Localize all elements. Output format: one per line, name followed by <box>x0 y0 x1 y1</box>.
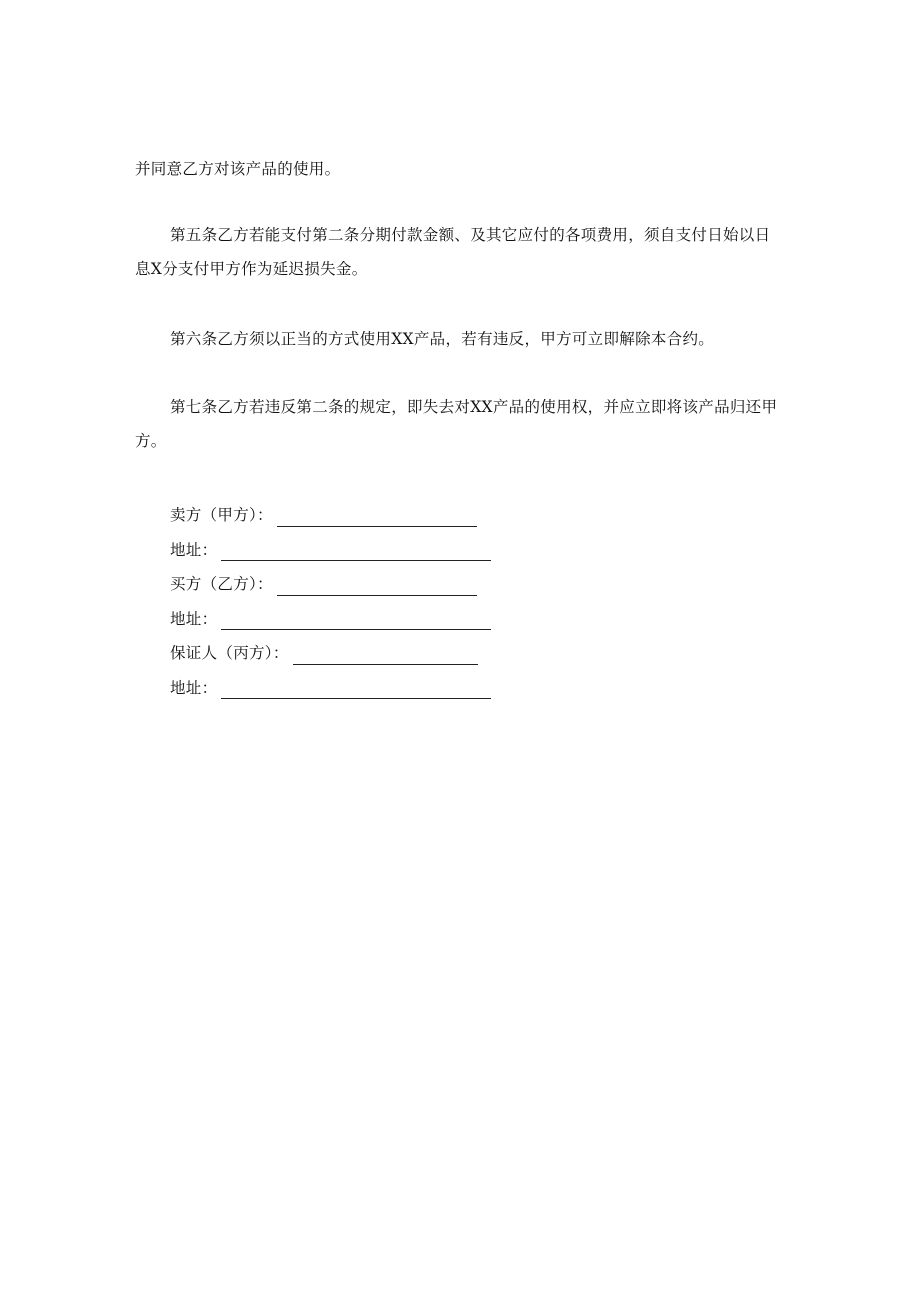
paragraph-article-7: 第七条乙方若违反第二条的规定，即失去对XX产品的使用权，并应立即将该产品归还甲方。 <box>135 398 778 450</box>
buyer-blank-field <box>277 577 477 596</box>
guarantor-blank-field <box>293 646 478 665</box>
buyer-address-label: 地址： <box>170 609 218 628</box>
seller-label: 卖方（甲方）： <box>170 506 273 524</box>
guarantor-address-line <box>170 671 510 706</box>
guarantor-label: 保证人（丙方）： <box>170 644 289 662</box>
buyer-address-line <box>170 602 510 637</box>
seller-address-label: 地址： <box>170 540 218 559</box>
seller-address-blank-field <box>221 542 491 561</box>
seller-signature-line <box>170 498 510 533</box>
seller-address-line <box>170 533 510 568</box>
paragraph-continuation: 并同意乙方对该产品的使用。 <box>135 160 341 178</box>
seller-blank-field <box>277 508 477 527</box>
buyer-address-blank-field <box>221 611 491 630</box>
buyer-label: 买方（乙方）： <box>170 575 273 593</box>
paragraph-article-6: 第六条乙方须以正当的方式使用XX产品，若有违反，甲方可立即解除本合约。 <box>170 330 715 348</box>
guarantor-signature-line <box>170 636 510 671</box>
guarantor-address-blank-field <box>221 680 491 699</box>
guarantor-address-label: 地址： <box>170 678 218 697</box>
signature-block <box>170 498 510 705</box>
paragraph-article-5: 第五条乙方若能支付第二条分期付款金额、及其它应付的各项费用，须自支付日始以日息X分支付甲方作为延迟损失金。 <box>135 226 771 278</box>
buyer-signature-line <box>170 567 510 602</box>
